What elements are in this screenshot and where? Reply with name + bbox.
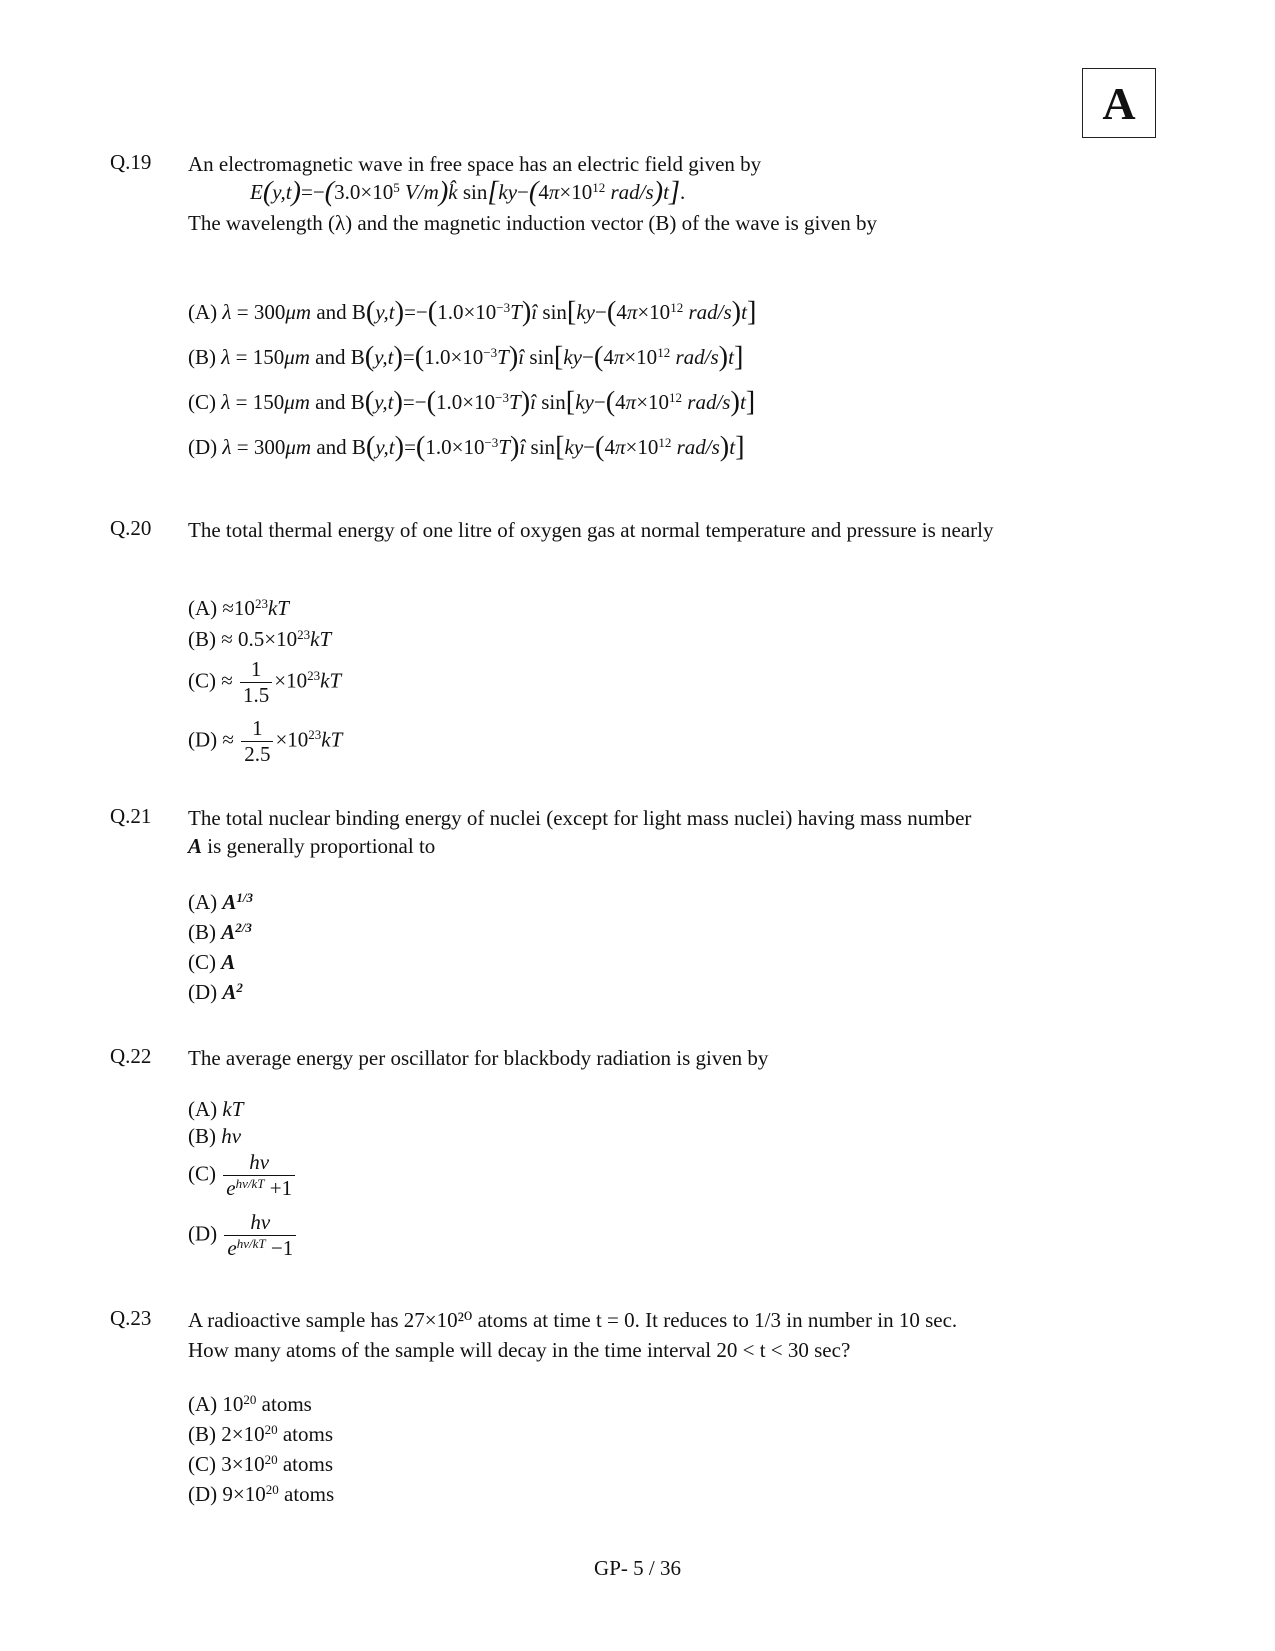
option-c: (C) A (188, 950, 236, 974)
question-19 (110, 150, 1070, 463)
option-b: (B) $2\times 10^{20}$ atoms (188, 1421, 334, 1446)
question-21 (110, 804, 1070, 1004)
option-label: (D) (188, 1221, 218, 1246)
option-c: (C) $3\times 10^{20}$ atoms (188, 1451, 334, 1476)
question-text-2: The wavelength (λ) and the magnetic induction vector (B) of the wave is given by (188, 211, 877, 236)
question-number: Q.23 (110, 1306, 152, 1330)
option-label: (D) (188, 727, 218, 752)
question-text: The total nuclear binding energy of nuclei (except for light mass nuclei) having mass number (188, 806, 972, 830)
option-d: (D) $A^2$ (188, 979, 243, 1004)
option-c: (C) λ = 150μm and $B(y,t)=-(1.0\times 10^{-3}T)î$ $\sin[ky-(4\pi\times 10^{12}$ rad/s)t] (188, 386, 756, 418)
option-b: $(B) \approx 0.5\times 10^{23}kT$ (188, 626, 332, 651)
set-label: A (1102, 77, 1136, 129)
option-a: (A) $A^{1/3}$ (188, 889, 254, 914)
option-label: (B) (188, 1422, 216, 1446)
question-text: An electromagnetic wave in free space has an electric field given by (188, 152, 762, 176)
option-label: (A) (188, 1392, 218, 1416)
question-text-2-line (188, 832, 1070, 860)
question-number: Q.22 (110, 1044, 152, 1068)
option-label: (D) (188, 980, 218, 1004)
option-label: (B) (188, 627, 216, 651)
question-text-2: is generally proportional to (207, 834, 436, 859)
option-label: (D) (188, 435, 218, 459)
option-a: (A) λ = 300μm and $B(y,t)=-(1.0\times 10^{-3}T)î$ $\sin[ky-(4\pi\times 10^{12}$ rad/s)t] (188, 296, 757, 328)
option-label: (A) (188, 300, 218, 324)
option-c: (C) ≈ $\frac{1}{1.5}$ $\times 10^{23}kT$ (188, 657, 342, 707)
question-text-2: How many atoms of the sample will decay in the time interval 20 < t < 30 sec? (188, 1338, 851, 1363)
question-text: The total thermal energy of one litre of oxygen gas at normal temperature and pressure is nearly (188, 518, 994, 542)
set-label-box (1082, 68, 1156, 138)
option-label: (A) (188, 1097, 218, 1121)
option-label: (B) (188, 1124, 216, 1148)
option-label: (B) (188, 345, 216, 369)
question-text: A radioactive sample has 27×10²⁰ atoms at time t = 0. It reduces to 1/3 in number in 10 sec. (188, 1308, 958, 1332)
option-label: (C) (188, 1452, 216, 1476)
option-a: (A) $10^{20}$ atoms (188, 1391, 312, 1416)
option-d: (D) $9\times 10^{20}$ atoms (188, 1481, 335, 1506)
option-label: (A) (188, 596, 218, 620)
page-footer: GP- 5 / 36 (594, 1556, 681, 1580)
option-label: (B) (188, 920, 216, 944)
option-a: (A) kT (188, 1097, 244, 1121)
mass-number-var: A (188, 834, 203, 859)
option-a: $(A) \approx 10^{23}kT$ (188, 595, 289, 620)
option-label: (A) (188, 890, 218, 914)
option-b: (B) $A^{2/3}$ (188, 919, 252, 944)
option-b: (B) hν (188, 1124, 242, 1148)
question-text: The average energy per oscillator for blackbody radiation is given by (188, 1046, 769, 1070)
option-d: (D) $\frac{h\nu}{e^{h\nu/kT} -1}$ (188, 1210, 298, 1261)
option-label: (C) (188, 668, 216, 693)
electric-field-equation: $E(y,t)=-(3.0\times 10^5$ V/m)k̂ $\sin[ky-(4\pi\times 10^{12}$ rad/s)t]. (250, 177, 686, 209)
option-label: (D) (188, 1482, 218, 1506)
option-d: (D) λ = 300μm and $B(y,t)=(1.0\times 10^{-3}T)î$ $\sin[ky-(4\pi\times 10^{12}$ rad/s)t] (188, 431, 745, 463)
question-22 (110, 1044, 1070, 1260)
question-number: Q.19 (110, 150, 152, 174)
option-label: (C) (188, 1161, 216, 1186)
question-23 (110, 1306, 1070, 1506)
option-c: (C) $\frac{h\nu}{e^{h\nu/kT} +1}$ (188, 1150, 297, 1201)
question-number: Q.21 (110, 804, 152, 828)
option-label: (C) (188, 950, 216, 974)
question-20 (110, 516, 1070, 766)
option-d: (D) ≈ $\frac{1}{2.5}$ $\times 10^{23}kT$ (188, 716, 343, 766)
question-number: Q.20 (110, 516, 152, 540)
option-b: (B) λ = 150μm and $B(y,t)=(1.0\times 10^{-3}T)î$ $\sin[ky-(4\pi\times 10^{12}$ rad/s)t] (188, 341, 744, 373)
option-label: (C) (188, 390, 216, 414)
